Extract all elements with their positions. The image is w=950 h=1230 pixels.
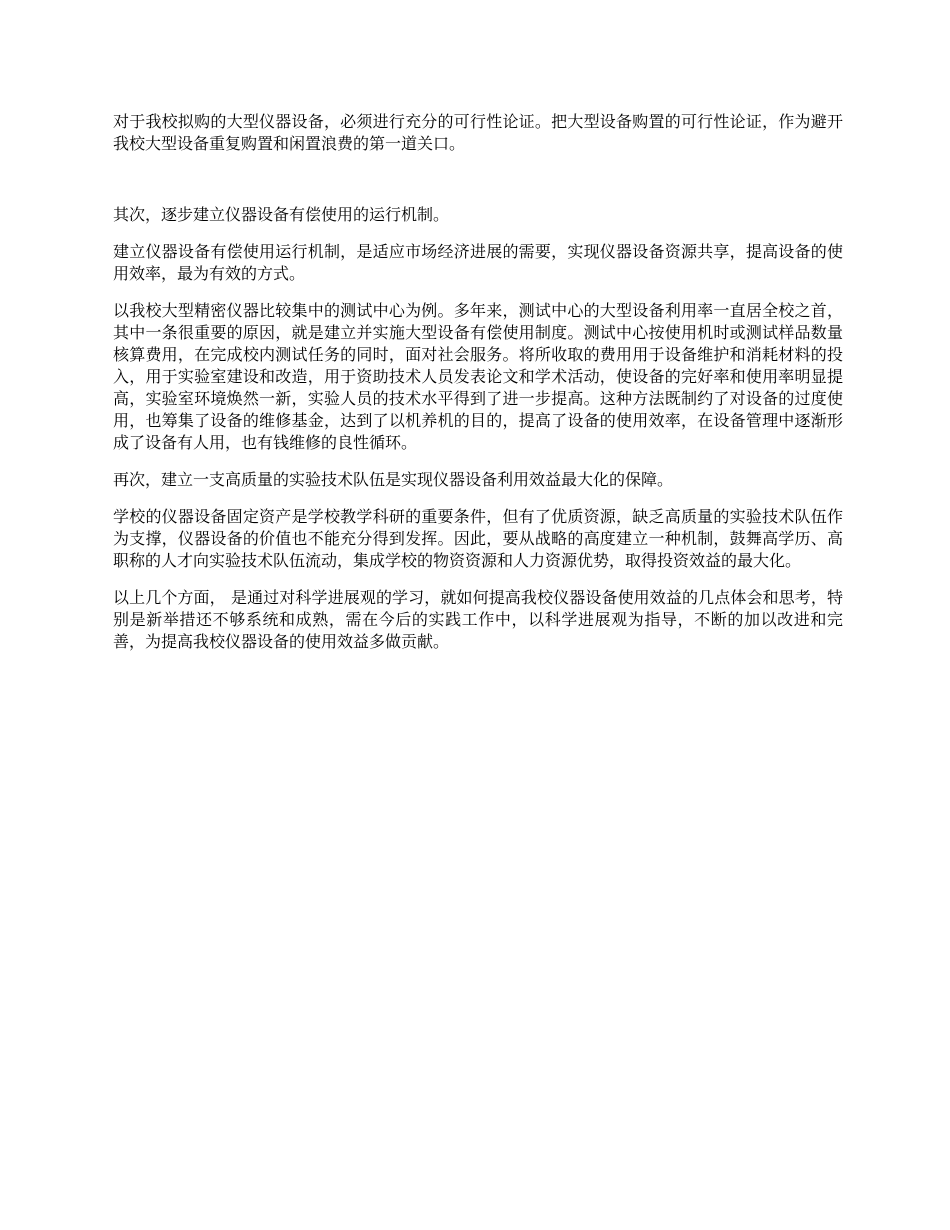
paragraph-thirdly-heading: 再次，建立一支高质量的实验技术队伍是实现仪器设备利用效益最大化的保障。 bbox=[113, 470, 674, 489]
paragraph-feasibility: 对于我校拟购的大型仪器设备，必须进行充分的可行性论证。把大型设备购置的可行性论证，作为避开我校大型设备重复购置和闲置浪费的第一道关口。 bbox=[113, 112, 843, 153]
paragraph-test-center-example: 以我校大型精密仪器比较集中的测试中心为例。多年来，测试中心的大型设备利用率一直居全校之首，其中一条很重要的原因，就是建立并实施大型设备有偿使用制度。测试中心按使用机时或测试样品数量核算费用，在完成校内测试任务的同时，面对社会服务。将所收取的费用用于设备维护和消耗材料的投入，用于实验室建设和改造，用于资助技术人员发表论文和学术活动，使设备的完好率和使用率明显提高，实验室环境焕然一新，实验人员的技术水平得到了进一步提高。这种方法既制约了对设备的过度使用，也筹集了设备的维修基金，达到了以机养机的目的，提高了设备的使用效率，在设备管理中逐渐形成了设备有人用，也有钱维修的良性循环。 bbox=[113, 301, 843, 452]
document-body bbox=[113, 111, 843, 653]
paragraph-paid-usage: 建立仪器设备有偿使用运行机制，是适应市场经济进展的需要，实现仪器设备资源共享，提高设备的使用效率，最为有效的方式。 bbox=[113, 242, 843, 283]
paragraph-conclusion: 以上几个方面， 是通过对科学进展观的学习，就如何提高我校仪器设备使用效益的几点体会和思考，特别是新举措还不够系统和成熟，需在今后的实践工作中，以科学进展观为指导，不断的加以改进和完善，为提高我校仪器设备的使用效益多做贡献。 bbox=[113, 588, 843, 651]
paragraph-technical-team: 学校的仪器设备固定资产是学校教学科研的重要条件，但有了优质资源，缺乏高质量的实验技术队伍作为支撑，仪器设备的价值也不能充分得到发挥。因此，要从战略的高度建立一种机制，鼓舞高学历、高职称的人才向实验技术队伍流动，集成学校的物资资源和人力资源优势，取得投资效益的最大化。 bbox=[113, 507, 843, 570]
paragraph-secondly-heading: 其次，逐步建立仪器设备有偿使用的运行机制。 bbox=[113, 205, 450, 224]
